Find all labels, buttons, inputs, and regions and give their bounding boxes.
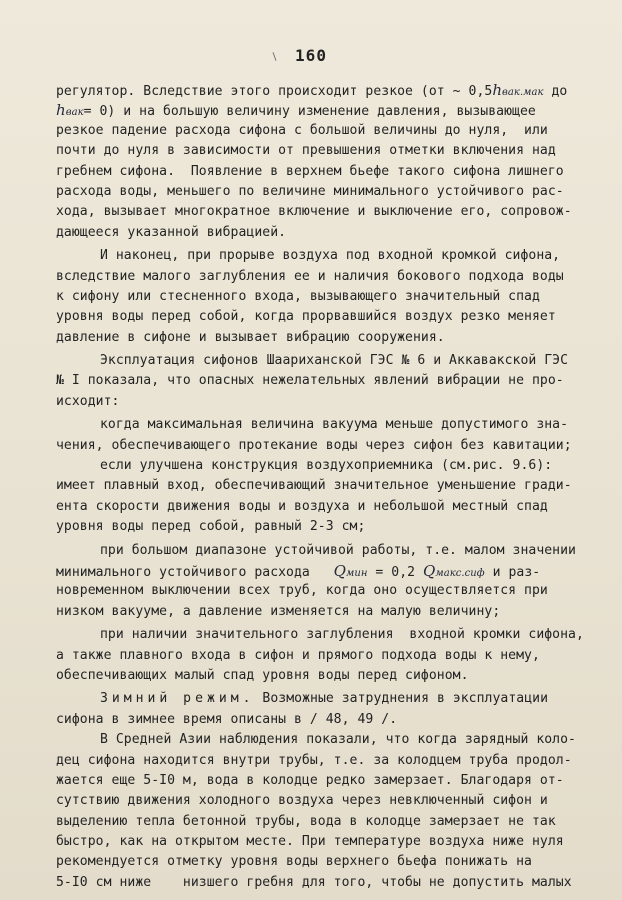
text-line: резкое падение расхода сифона с большой величины до нуля, или bbox=[56, 122, 548, 138]
text-line: при большом диапазоне устойчивой работы, т.е. малом значении bbox=[100, 542, 576, 558]
text-line: гребнем сифона. Появление в верхнем бьефе такого сифона лишнего bbox=[56, 163, 564, 179]
text-line: новременном выключении всех труб, когда оно осуществляется при bbox=[56, 583, 548, 599]
text-line: обеспечивающих малый спад уровня воды перед сифоном. bbox=[56, 667, 469, 683]
text-line: имеет плавный вход, обеспечивающий значительное уменьшение гради- bbox=[56, 478, 572, 494]
text-line: уровня воды перед собой, равный 2-3 см; bbox=[56, 519, 366, 535]
text-line: хода, вызывает многократное включение и выключение его, сопровож- bbox=[56, 204, 572, 220]
text-line: быстро, как на открытом месте. При температуре воздуха ниже нуля bbox=[56, 834, 564, 850]
handwritten-symbol: h bbox=[492, 81, 503, 99]
text-line: а также плавного входа в сифон и прямого подхода воды к нему, bbox=[56, 647, 540, 663]
text-line: сутствию движения холодного воздуха через невключенный сифон и bbox=[56, 793, 548, 809]
text-line: вследствие малого заглубления ее и наличия бокового подхода воды bbox=[56, 268, 564, 284]
handwritten-symbol: Q bbox=[423, 561, 436, 580]
handwritten-subscript: мин bbox=[346, 567, 368, 579]
text-line: к сифону или стесненного входа, вызывающего значительный спад bbox=[56, 288, 540, 304]
body-text bbox=[56, 80, 612, 893]
text-line: 5-I0 см ниже низшего гребня для того, чтобы не допустить малых bbox=[56, 874, 572, 890]
text-line: сифона в зимнее время описаны в / 48, 49 /. bbox=[56, 711, 398, 727]
text-line: чения, обеспечивающего протекание воды через сифон без кавитации; bbox=[56, 437, 572, 453]
text-line: ента скорости движения воды и воздуха и небольшой местный спад bbox=[56, 498, 548, 514]
text-line: дающееся указанной вибрацией. bbox=[56, 224, 287, 240]
text-line: № I показала, что опасных нежелательных явлений вибрации не про- bbox=[56, 373, 564, 389]
text-line: низком вакууме, а давление изменяется на малую величину; bbox=[56, 603, 501, 619]
text-line: уровня воды перед собой, когда прорвавшийся воздух резко меняет bbox=[56, 309, 556, 325]
handwritten-symbol: Q bbox=[333, 561, 347, 580]
text-line: почти до нуля в зависимости от превышения отметки включения над bbox=[56, 143, 556, 159]
text-line: В Средней Азии наблюдения показали, что когда зарядный коло- bbox=[100, 732, 576, 748]
text-line: дец сифона находится внутри трубы, т.е. за колодцем труба продол- bbox=[56, 752, 572, 768]
text-line: рекомендуется отметку уровня воды верхнего бьефа понижать на bbox=[56, 854, 532, 870]
text-line: минимального устойчивого расхода Qмин = 0,2 Qмакс.сиф и раз- bbox=[56, 561, 541, 580]
text-line: исходит: bbox=[56, 393, 120, 409]
text-line: регулятор. Вследствие этого происходит резкое (от ~ 0,5hвак.мак до bbox=[56, 81, 568, 99]
handwritten-subscript: макс.сиф bbox=[435, 567, 485, 579]
text-line: жается еще 5-I0 м, вода в колодце редко замерзает. Благодаря от- bbox=[56, 772, 564, 788]
text-line: hвак= 0) и на большую величину изменение давления, вызывающее bbox=[56, 101, 536, 120]
text-line: выделению тепла бетонной трубы, вода в колодце замерзает не так bbox=[56, 813, 556, 829]
handwritten-subscript: вак bbox=[65, 107, 84, 119]
spaced-heading: Зимний режим. bbox=[100, 691, 255, 707]
text-line: расхода воды, меньшего по величине минимального устойчивого рас- bbox=[56, 183, 564, 199]
handwritten-subscript: вак.мак bbox=[502, 87, 544, 98]
text-line: при наличии значительного заглубления входной кромки сифона, bbox=[100, 627, 584, 643]
text-line: Эксплуатация сифонов Шаариханской ГЭС № 6 и Аккавакской ГЭС bbox=[100, 353, 569, 369]
handwritten-symbol: h bbox=[56, 101, 66, 120]
text-line: Зимний режим. Возможные затруднения в эксплуатации bbox=[100, 691, 549, 707]
text-line: если улучшена конструкция воздухоприемника (см.рис. 9.6): bbox=[100, 458, 553, 474]
text-line: давление в сифоне и вызывает вибрацию сооружения. bbox=[56, 329, 445, 345]
text-line: когда максимальная величина вакуума меньше допустимого зна- bbox=[100, 417, 569, 433]
text-line: И наконец, при прорыве воздуха под входной кромкой сифона, bbox=[100, 248, 561, 264]
page-number: 160 bbox=[295, 46, 327, 65]
